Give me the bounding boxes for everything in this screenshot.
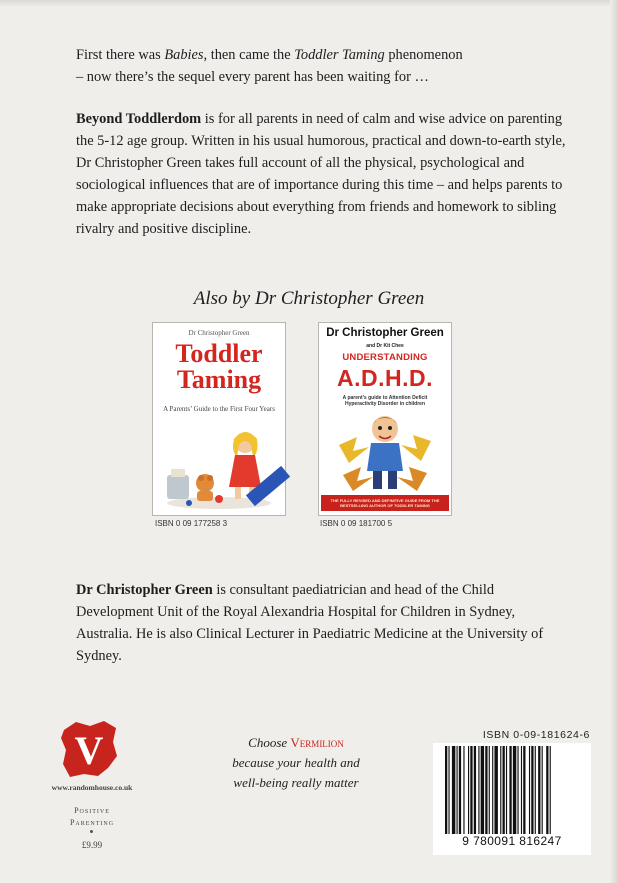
author-name: Dr Christopher Green [76,582,213,598]
book-title: UNDERSTANDING [342,352,428,363]
book-author: Dr Christopher Green [326,327,444,339]
barcode-bar [470,746,472,834]
understanding-adhd-cover [318,322,452,516]
barcode-bar [474,746,476,834]
barcode-bar [535,746,536,834]
barcode-bar [550,746,551,834]
book-coauthor: and Dr Kit Chee [366,343,404,349]
brand-name: Vermilion [290,735,344,750]
book-title-acronym: A.D.H.D. [337,365,433,391]
book-subtitle: A Parents’ Guide to the First Four Years [163,405,275,413]
publisher-website: www.randomhouse.co.uk [51,783,133,792]
barcode-bar [478,746,479,834]
description-paragraph: Beyond Toddlerdom is for all parents in need of calm and wise advice on parenting the 5-12 age group. Written in his usual humorous, practical and down-to-earth style, Dr Christopher Green takes full account of all the physical, psychological and sociological influences that are of importance during this time – and helps parents to make appropriate decisions about everything from friends and homework to sibling rivalry and positive discipline. [76,111,566,237]
barcode-bar [500,746,501,834]
author-bio-paragraph: Dr Christopher Green is consultant paediatrician and head of the Child Development Unit of the Royal Alexandria Hospital for Children in Sydney, Australia. He is also Clinical Lecturer in Paediatric Medicine at the University of Sydney. [76,582,544,664]
also-by-heading: Also by Dr Christopher Green [193,288,425,309]
barcode-bar [521,746,522,834]
barcode-digits: 9 780091 816247 [433,834,591,848]
barcode-icon [445,746,585,834]
book-title-line2: Taming [176,365,262,394]
barcode-bar [509,746,511,834]
barcode-bar [468,746,469,834]
book-subtitle: A parent’s guide to Attention Deficit Hyperactivity Disorder in children [342,395,428,407]
barcode-bar [523,746,525,834]
barcode-bar [513,746,516,834]
barcode-bar [529,746,530,834]
cover-edge-top [0,0,618,7]
barcode-bar [503,746,505,834]
barcode-bar [517,746,518,834]
toddler-taming-isbn: ISBN 0 09 177258 3 [155,519,228,528]
series-name-line2: Parenting [69,818,115,827]
barcode-bar [452,746,455,834]
tagline-line3: well-being really matter [233,775,359,790]
book-title: Beyond Toddlerdom [76,111,202,127]
barcode-bar [445,746,447,834]
barcode-bar [459,746,461,834]
barcode-bar [546,746,548,834]
isbn-label: ISBN 0-09-181624-6 [482,729,590,741]
barcode-bar [492,746,493,834]
separator-dot [90,830,93,833]
series-name-line1: Positive [74,806,110,815]
vermilion-logo-icon [60,720,118,778]
barcode-bar [481,746,484,834]
barcode-bar [463,746,464,834]
tagline-line1: Choose Vermilion [248,735,344,750]
barcode-bar [506,746,507,834]
understanding-adhd-isbn: ISBN 0 09 181700 5 [320,519,393,528]
barcode-bar [448,746,449,834]
book-bottom-banner: THE FULLY REVISED AND DEFINITIVE GUIDE FROM THE BESTSELLING AUTHOR OF TODDLER TAMING [321,495,449,511]
book-title-line1: Toddler [175,339,263,368]
toddler-taming-cover [152,322,286,516]
barcode-bar [485,746,487,834]
barcode-bar [489,746,490,834]
logo-letter: V [74,728,104,773]
barcode-bar [494,746,497,834]
barcode-bar [542,746,543,834]
price-label: £9.99 [81,840,103,850]
tagline-line2: because your health and [232,755,360,770]
cover-edge-right [610,0,618,883]
barcode-bar [457,746,458,834]
book-author: Dr Christopher Green [188,329,250,337]
child-illustration [339,411,431,493]
barcode-bar [531,746,533,834]
intro-paragraph: First there was Babies, then came the Toddler Taming phenomenon – now there’s the sequel every parent has been waiting for … [76,47,463,85]
barcode-bar [538,746,540,834]
